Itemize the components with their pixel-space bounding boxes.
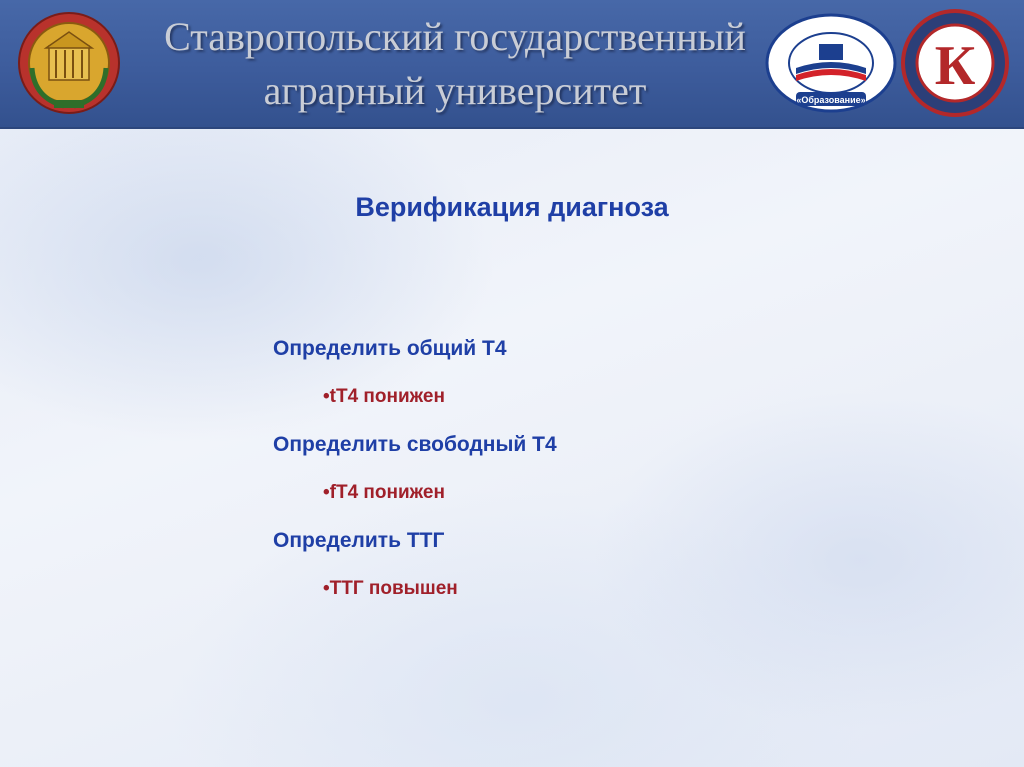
step-main-3: Определить ТТГ bbox=[273, 529, 445, 552]
quality-award-letter: К bbox=[934, 35, 976, 97]
university-emblem-icon bbox=[14, 8, 124, 118]
step-main-2: Определить свободный Т4 bbox=[273, 433, 557, 456]
header-banner bbox=[0, 0, 1024, 129]
step-result-2: •fT4 понижен bbox=[323, 482, 445, 503]
university-name-line1: Ставропольский государственный bbox=[164, 14, 746, 59]
university-name-line2: аграрный университет bbox=[263, 68, 647, 113]
quality-award-logo bbox=[900, 6, 1010, 120]
university-name bbox=[150, 10, 760, 118]
step-result-3: •ТТГ повышен bbox=[323, 578, 458, 599]
slide-title: Верификация диагноза bbox=[355, 192, 669, 222]
step-result-1: •tT4 понижен bbox=[323, 386, 445, 407]
diagnosis-steps-list bbox=[273, 332, 557, 620]
education-project-label: «Образование» bbox=[796, 95, 866, 105]
step-main-1: Определить общий Т4 bbox=[273, 337, 507, 360]
education-project-logo bbox=[762, 12, 900, 114]
